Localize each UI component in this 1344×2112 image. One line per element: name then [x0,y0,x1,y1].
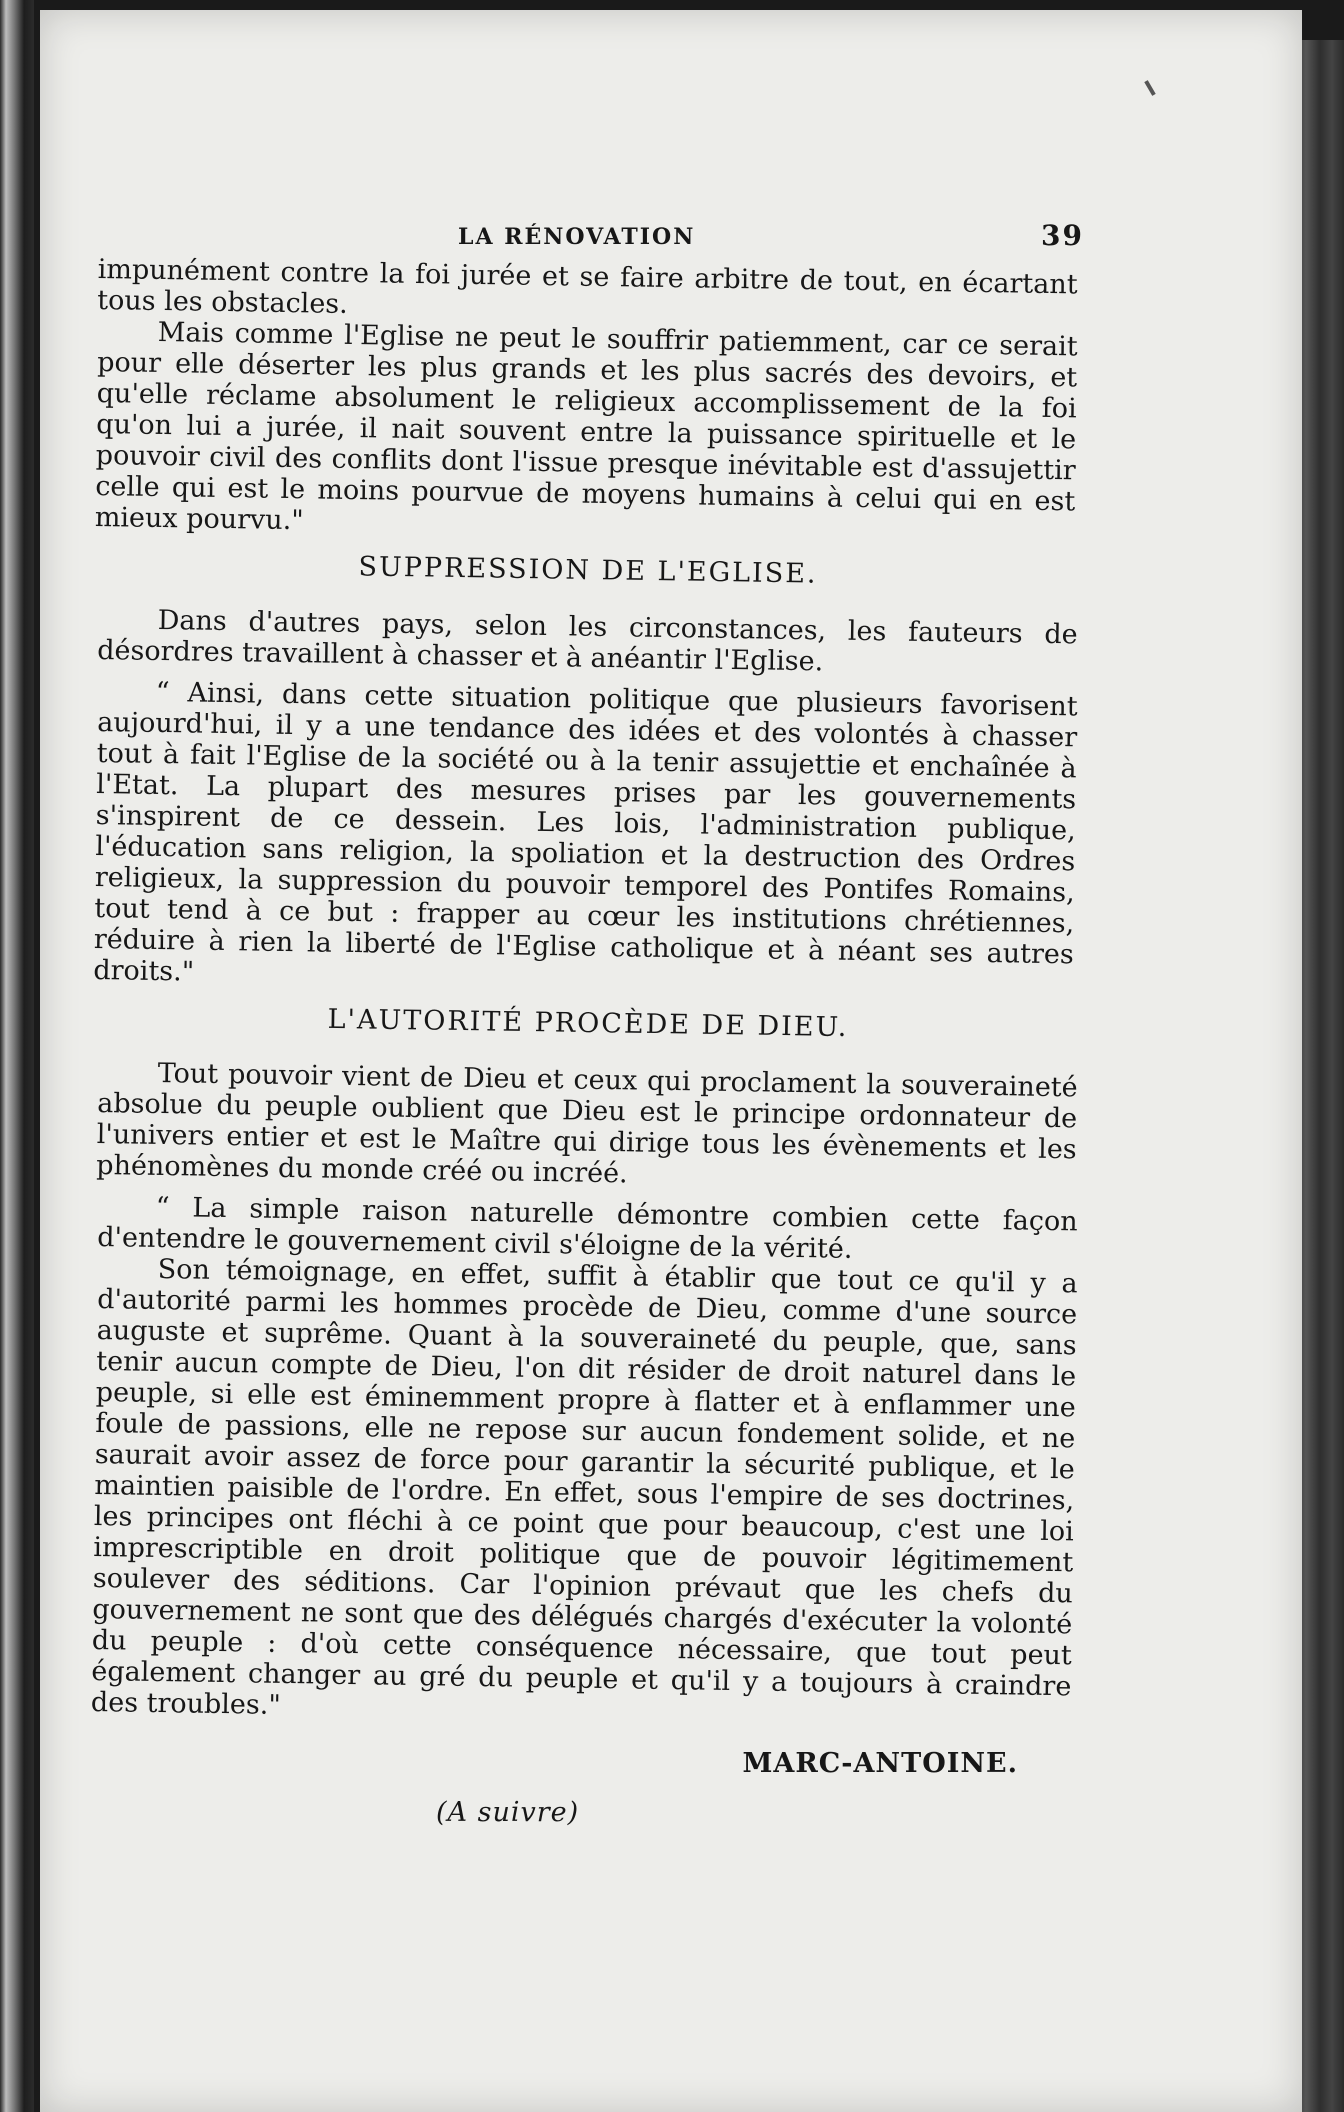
page-number: 39 [1041,219,1084,252]
paragraph-continuation: impunément contre la foi jurée et se faire arbitre de tout, en écartant tous les obstacles. [97,254,1078,320]
running-title: LA RÉNOVATION [458,224,696,250]
book-page [40,10,1302,2112]
book-page-edges [1296,40,1344,2112]
to-be-continued: (A suivre) [436,1797,580,1828]
paragraph-quote-reason: “ La simple raison naturelle démontre combien cette façon d'entendre le gouvernement civil s'éloigne de la vérité. [97,1191,1078,1265]
scan-speck [1144,80,1155,96]
paragraph-other-countries: Dans d'autres pays, selon les circonstances, les fauteurs de désordres travaillent à chasser et à anéantir l'Eglise. [97,604,1078,678]
page-content [90,210,1084,1828]
paragraph-testimony: Son témoignage, en effet, suffit à établir que tout ce qu'il y a d'autorité parmi les hommes procède de Dieu, comme d'une source auguste et suprême. Quant à la souveraineté du peuple, que, sans tenir aucun compte de Dieu, l'on dit résider de droit naturel dans le peuple, si elle est éminemment propre à flatter et à enflammer une foule de passions, elle ne repose sur aucun fondement solide, et ne saurait avoir assez de force pour garantir la sécurité publique, et le maintien paisible de l'ordre. En effet, sous l'empire de ses doctrines, les principes ont fléchi à ce point que pour beaucoup, c'est une loi imprescriptible en droit politique que de pouvoir légitimement soulever des séditions. Car l'opinion prévaut que les chefs du gouvernement ne sont que des délégués chargés d'exécuter la volonté du peuple : d'où cette conséquence nécessaire, que tout peut également changer au gré du peuple et qu'il y a toujours à craindre des troubles." [90,1253,1078,1721]
paragraph-all-power: Tout pouvoir vient de Dieu et ceux qui proclament la souveraineté absolue du peuple oublient que Dieu est le principe ordonnateur de l'univers entier et est le Maître qui dirige tous les évènements et les phénomènes du monde créé ou incréé. [96,1057,1078,1190]
author-signature: MARC-ANTOINE. [742,1748,1018,1779]
section-heading-suppression: SUPPRESSION DE L'EGLISE. [358,551,818,590]
running-header [98,210,1084,254]
section-heading-authority: L'AUTORITÉ PROCÈDE DE DIEU. [327,1003,849,1044]
binding-edge [0,0,34,2112]
paragraph-quote-suppression: “ Ainsi, dans cette situation politique que plusieurs favorisent aujourd'hui, il y a une tendance des idées et des volontés à chasser tout à fait l'Eglise de la société ou à la tenir assujettie et enchaînée à l'Etat. La plupart des mesures prises par les gouvernements s'inspirent de ce dessein. Les lois, l'administration publique, l'éducation sans religion, la spoliation et la destruction des Ordres religieux, la suppression du pouvoir temporel des Pontifes Romains, tout tend à ce but : frapper au cœur les institutions chrétiennes, réduire à rien la liberté de l'Eglise catholique et à néant ses autres droits." [93,676,1078,988]
paragraph-conflicts: Mais comme l'Eglise ne peut le souffrir patiemment, car ce serait pour elle déserter les plus grands et les plus sacrés des devoirs, et qu'elle réclame absolument le religieux accomplissement de la foi qu'on lui a jurée, il nait souvent entre la puissance spirituelle et le pouvoir civil des conflits dont l'issue presque inévitable est d'assujettir celle qui est le moins pourvue de moyens humains à celui qui en est mieux pourvu." [94,316,1078,537]
